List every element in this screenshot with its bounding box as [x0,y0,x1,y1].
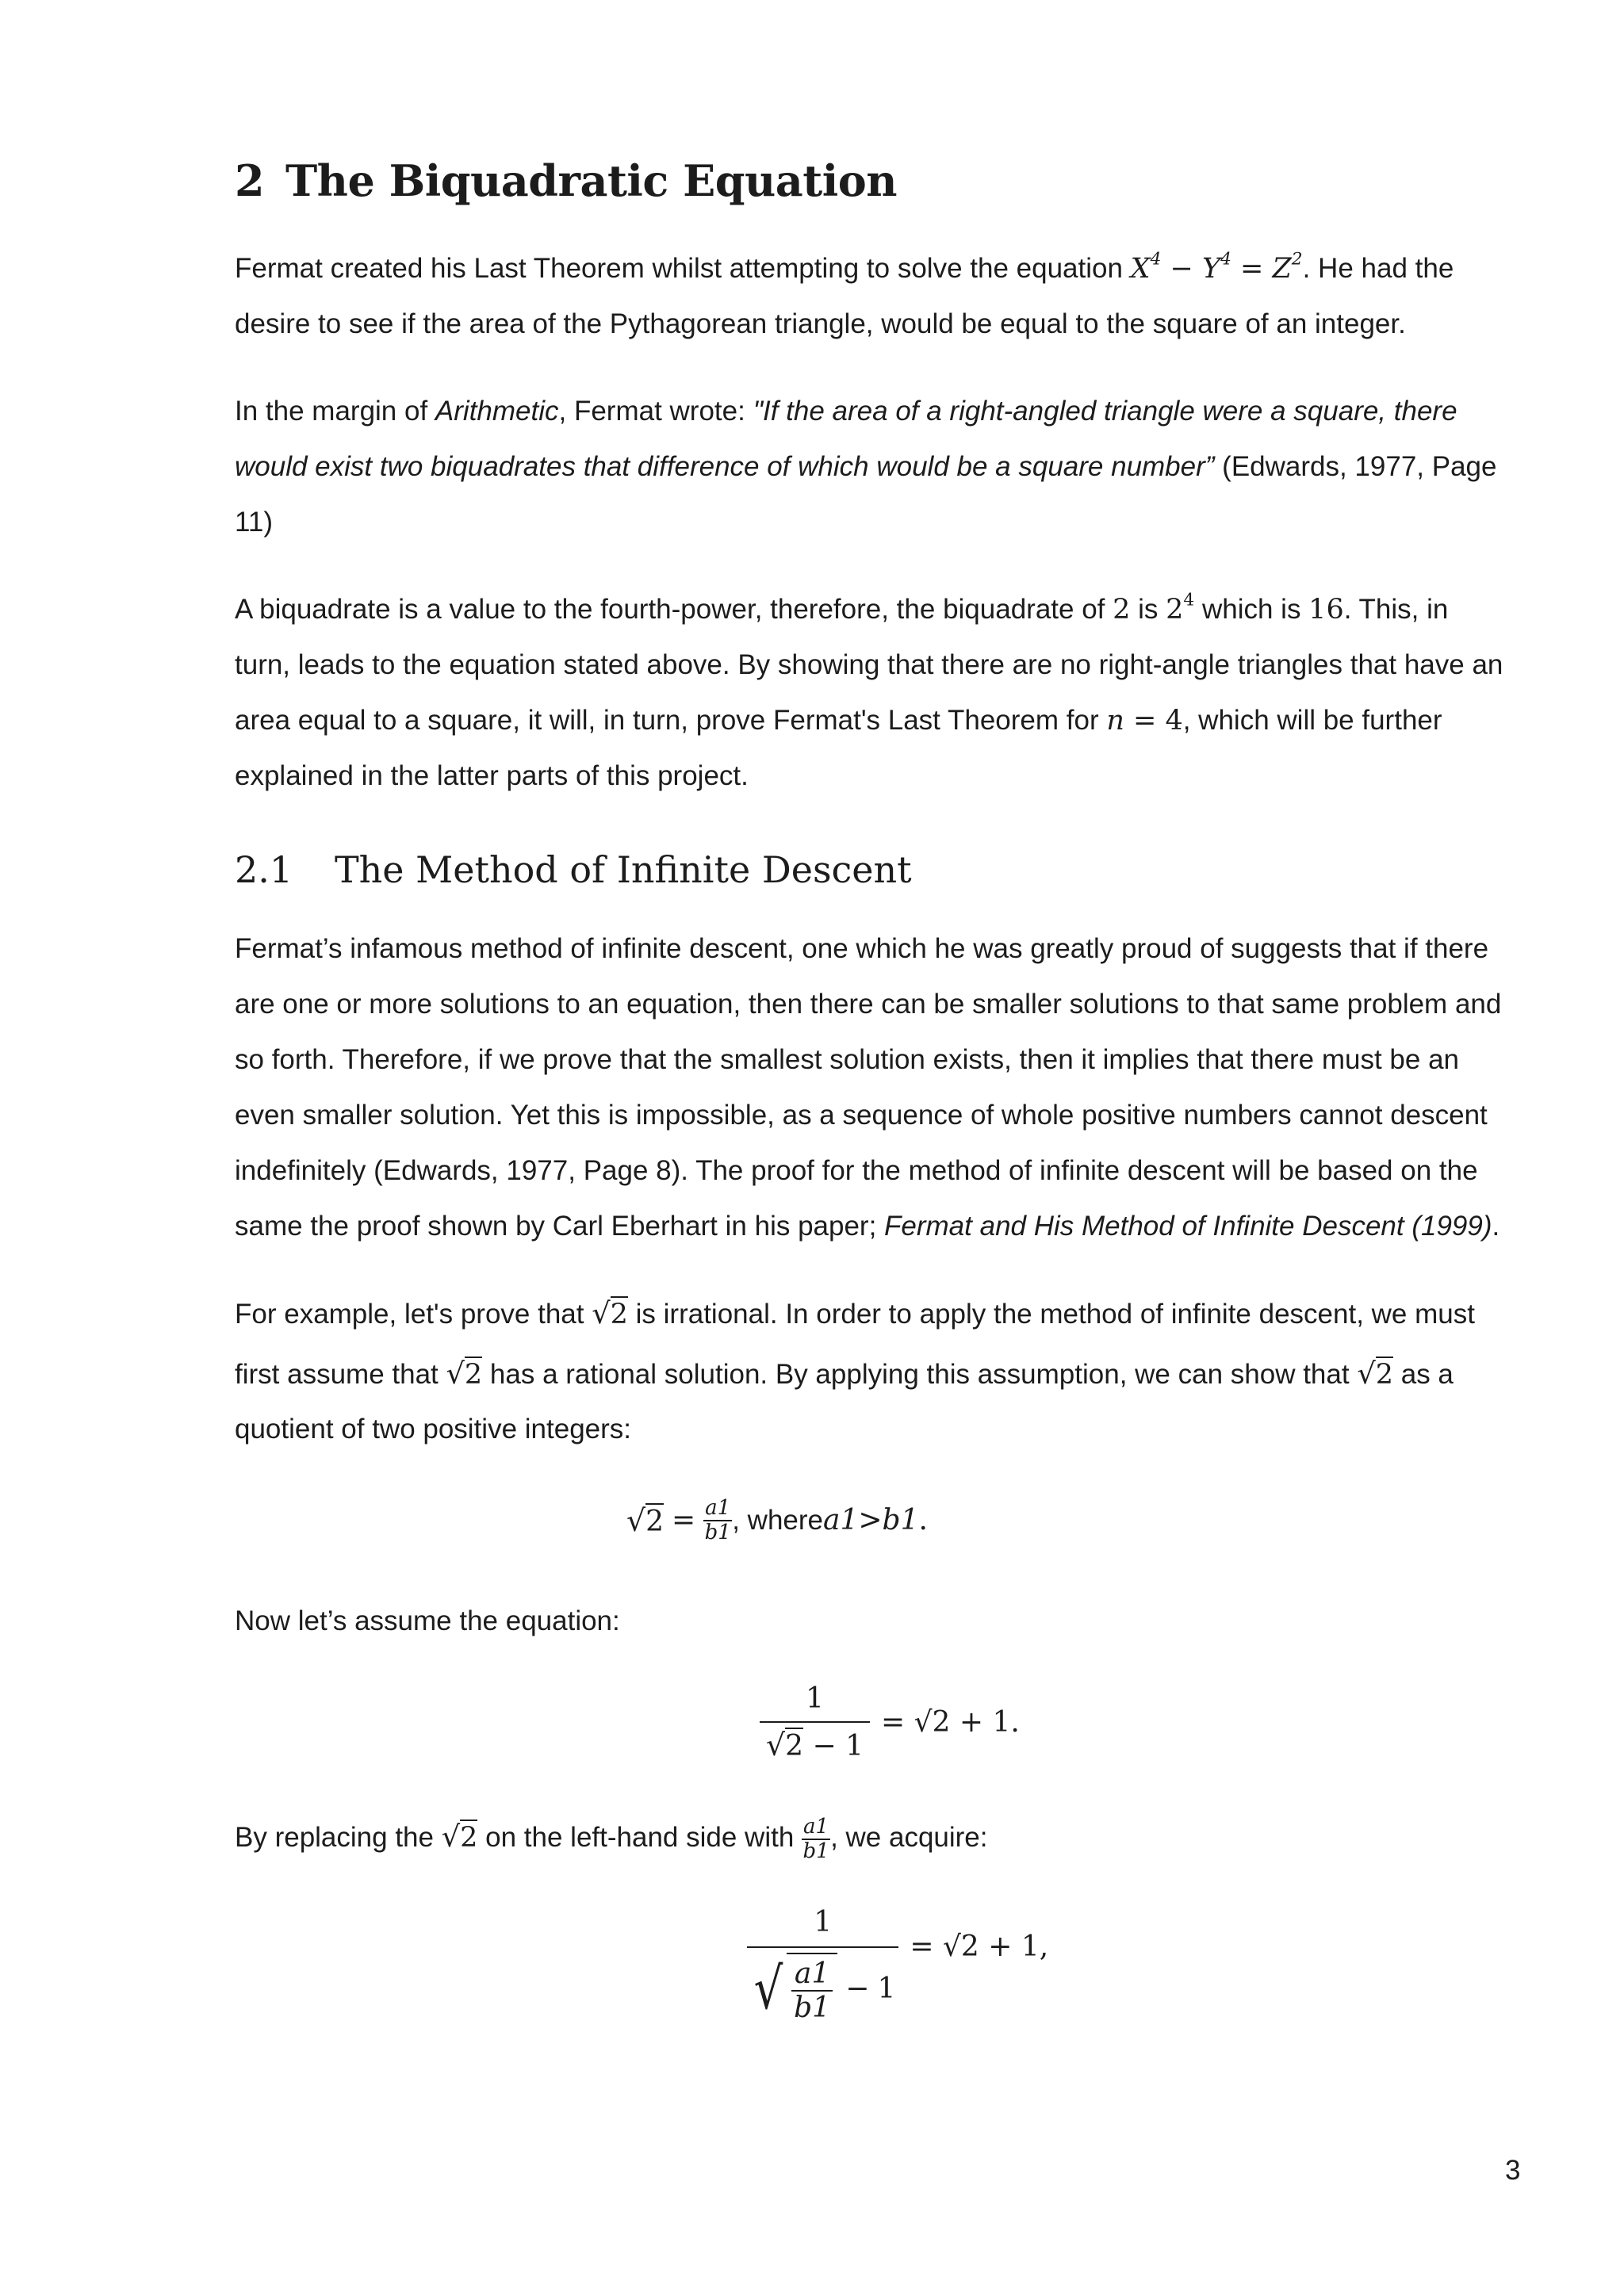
equation-inline: $X^4 - Y^4 = Z^2$ [1130,249,1303,285]
equation-sqrt2-ratio: √2 = $\frac{a1}{b1}$ , where a1 > b1 . [626,1496,928,1544]
paragraph-intro [235,241,1535,352]
equation-substituted: 1 √ a1 b1 − 1 = √2 + 1, [747,1906,1048,2024]
paragraph-assume: Now let’s assume the equation: [235,1605,620,1636]
sqrt-two: √2 [1357,1357,1394,1391]
section-heading [235,155,897,206]
page-number: 3 [1505,2155,1521,2186]
paragraph-replace: By replacing the √2 on the left-hand side with $\frac{a1}{b1}$ , we acquire: [235,1815,988,1863]
paragraph-example: For example, let's prove that √2 is irrational. In order to apply the method of infinite descent, we must first assume that √2 has a rational solution. By applying this assumption, we can show that √2 as a quotient of two positive integers: [235,1296,1475,1445]
subsection-title: The Method of Infinite Descent [335,848,912,891]
subsection-number: 2.1 [235,848,293,891]
equation-reciprocal: $\frac{1}{√2 - 1}$ = √2 + 1. [760,1682,1020,1762]
quote: "If the area of a right-angled triangle were a square, there [753,396,1457,427]
sqrt-two: √2 [441,1820,478,1854]
sqrt-two: √2 [592,1296,628,1330]
subsection-heading [235,848,912,891]
paragraph-quote: In the margin of Arithmetic, Fermat wrote: "If the area of a right-angled triangle were a square, there would exist two biquadrates that difference of which would be a square number” (Edwards, 1977, Page 11) [235,396,1497,538]
quote: would exist two biquadrates that difference of which would be a square number” [235,451,1215,482]
text: Fermat created his Last Theorem whilst attempting to solve the equation [235,253,1131,284]
paragraph-descent: Fermat’s infamous method of infinite descent, one which he was greatly proud of suggests that if there are one or more solutions to an equation, then there can be smaller solutions to that same problem and so forth. Therefore, if we prove that the smallest solution exists, then it implies that there must be an even smaller solution. Yet this is impossible, as a sequence of whole positive numbers cannot descent indefinitely (Edwards, 1977, Page 8). The proof for the method of infinite descent will be based on the same the proof shown by Carl Eberhart in his paper; Fermat and His Method of Infinite Descent (1999). [235,933,1502,1242]
paper-title: Fermat and His Method of Infinite Descent (1999) [884,1211,1492,1242]
fraction-a1-b1: $\frac{a1}{b1}$ [802,1815,829,1863]
sqrt-two: √2 [446,1357,483,1391]
section-title: The Biquadratic Equation [285,155,897,206]
power: $2^4$ [1166,590,1195,626]
text: . He had the [1302,253,1454,284]
section-number: 2 [235,155,265,206]
text: desire to see if the area of the Pythagorean triangle, would be equal to the square of an integer. [235,308,1406,339]
paragraph-biquadrate: A biquadrate is a value to the fourth-power, therefore, the biquadrate of 2 is $2^4$ which is 16. This, in turn, leads to the equation stated above. By showing that there are no right-angle triangles that have an area equal to a square, it will, in turn, prove Fermat's Last Theorem for n = 4, which will be further explained in the latter parts of this project. [235,590,1503,791]
book-title: Arithmetic [435,396,559,427]
